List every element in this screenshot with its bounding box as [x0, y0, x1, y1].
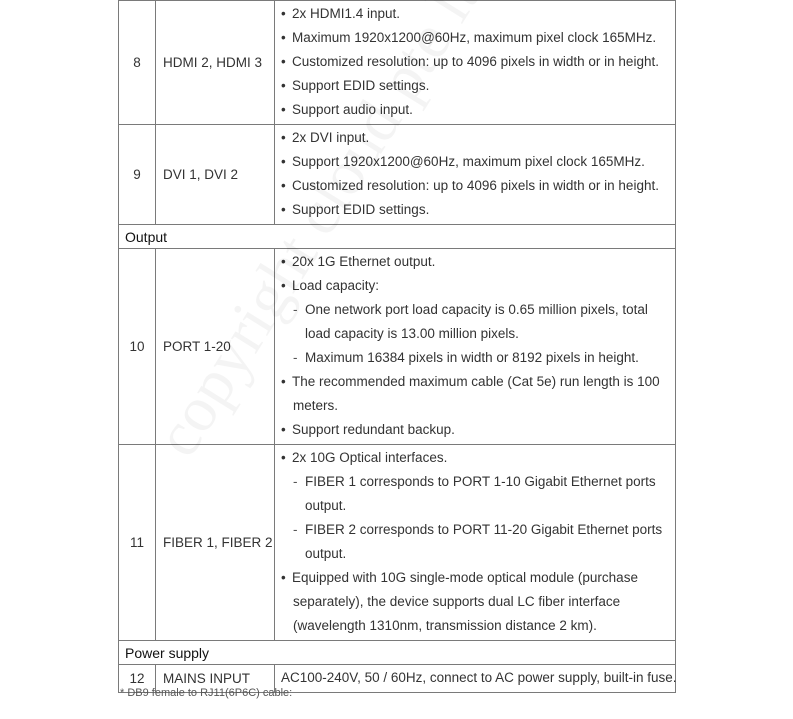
list-item-continuation — [281, 614, 671, 638]
list-item — [281, 418, 671, 442]
list-item — [281, 74, 671, 98]
row-description — [275, 249, 676, 445]
line-text: Customized resolution: up to 4096 pixels in width or in height. — [292, 178, 659, 193]
bullet-icon: • — [281, 374, 286, 389]
output-section — [119, 225, 676, 249]
line-text: 20x 1G Ethernet output. — [292, 254, 436, 269]
dash-icon: - — [293, 302, 298, 317]
row-number: 10 — [119, 249, 156, 445]
line-text: FIBER 2 corresponds to PORT 11-20 Gigabit Ethernet ports — [305, 522, 663, 537]
line-text: Customized resolution: up to 4096 pixels in width or in height. — [292, 54, 659, 69]
line-text: Maximum 1920x1200@60Hz, maximum pixel clock 165MHz. — [292, 30, 657, 45]
footnote: * DB9 female to RJ11(6P6C) cable: — [120, 687, 293, 699]
line-text: Equipped with 10G single-mode optical module (purchase — [292, 570, 638, 585]
port-name: HDMI 2, HDMI 3 — [156, 1, 275, 125]
section-title-power: Power supply — [119, 641, 676, 665]
line-text: Support EDID settings. — [292, 78, 430, 93]
line-text: output. — [305, 546, 347, 561]
table-row — [119, 125, 676, 225]
list-item — [281, 174, 671, 198]
bullet-icon: • — [281, 450, 286, 465]
bullet-icon: • — [281, 130, 286, 145]
row-number: 9 — [119, 125, 156, 225]
list-item — [281, 274, 671, 298]
bullet-icon: • — [281, 154, 286, 169]
row-description — [275, 125, 676, 225]
line-text: Support audio input. — [292, 102, 413, 117]
list-item-continuation — [281, 394, 671, 418]
bullet-icon: • — [281, 422, 286, 437]
list-item-continuation — [281, 322, 671, 346]
port-name: FIBER 1, FIBER 2 — [156, 445, 275, 641]
table-row — [119, 1, 676, 125]
list-item — [281, 566, 671, 590]
sub-list-item — [281, 518, 671, 542]
bullet-icon: • — [281, 6, 286, 21]
line-text: load capacity is 13.00 million pixels. — [305, 326, 519, 341]
spec-table — [118, 0, 676, 693]
row-number: 12 — [119, 665, 156, 693]
dash-icon: - — [293, 522, 298, 537]
output-rows — [119, 249, 676, 641]
input-rows — [119, 1, 676, 225]
list-item — [281, 250, 671, 274]
line-text: Support redundant backup. — [292, 422, 455, 437]
line-text: Load capacity: — [292, 278, 380, 293]
line-text: Maximum 16384 pixels in width or 8192 pixels in height. — [305, 350, 639, 365]
line-text: 2x DVI input. — [292, 130, 370, 145]
table-row — [119, 249, 676, 445]
section-row-output — [119, 225, 676, 249]
list-item — [281, 446, 671, 470]
bullet-icon: • — [281, 178, 286, 193]
line-text: output. — [305, 498, 347, 513]
description-line: AC100-240V, 50 / 60Hz, connect to AC power supply, built-in fuse. — [281, 670, 677, 685]
table-row — [119, 445, 676, 641]
section-row-power — [119, 641, 676, 665]
bullet-icon: • — [281, 102, 286, 117]
list-item — [281, 50, 671, 74]
row-description — [275, 665, 676, 693]
line-text: Support 1920x1200@60Hz, maximum pixel clock 165MHz. — [292, 154, 645, 169]
row-description — [275, 1, 676, 125]
list-item-continuation — [281, 590, 671, 614]
bullet-icon: • — [281, 254, 286, 269]
line-text: separately), the device supports dual LC fiber interface — [293, 594, 621, 609]
line-text: 2x HDMI1.4 input. — [292, 6, 401, 21]
bullet-icon: • — [281, 30, 286, 45]
line-text: (wavelength 1310nm, transmission distance 2 km). — [293, 618, 597, 633]
line-text: 2x 10G Optical interfaces. — [292, 450, 448, 465]
line-text: One network port load capacity is 0.65 million pixels, total — [305, 302, 648, 317]
bullet-icon: • — [281, 278, 286, 293]
bullet-icon: • — [281, 570, 286, 585]
sub-list-item — [281, 470, 671, 494]
list-item — [281, 126, 671, 150]
dash-icon: - — [293, 474, 298, 489]
bullet-icon: • — [281, 78, 286, 93]
list-item-continuation — [281, 542, 671, 566]
line-text: meters. — [293, 398, 339, 413]
dash-icon: - — [293, 350, 298, 365]
sub-list-item — [281, 298, 671, 322]
bullet-icon: • — [281, 202, 286, 217]
list-item — [281, 370, 671, 394]
list-item — [281, 2, 671, 26]
sub-list-item — [281, 346, 671, 370]
row-number: 8 — [119, 1, 156, 125]
port-name: DVI 1, DVI 2 — [156, 125, 275, 225]
row-description — [275, 445, 676, 641]
section-title-output: Output — [119, 225, 676, 249]
line-text: The recommended maximum cable (Cat 5e) run length is 100 — [292, 374, 660, 389]
list-item — [281, 198, 671, 222]
list-item — [281, 98, 671, 122]
row-number: 11 — [119, 445, 156, 641]
bullet-icon: • — [281, 54, 286, 69]
power-section — [119, 641, 676, 693]
list-item — [281, 26, 671, 50]
port-name: PORT 1-20 — [156, 249, 275, 445]
line-text: Support EDID settings. — [292, 202, 430, 217]
list-item — [281, 150, 671, 174]
line-text: FIBER 1 corresponds to PORT 1-10 Gigabit Ethernet ports — [305, 474, 656, 489]
list-item-continuation — [281, 494, 671, 518]
port-name: MAINS INPUT — [156, 665, 275, 693]
